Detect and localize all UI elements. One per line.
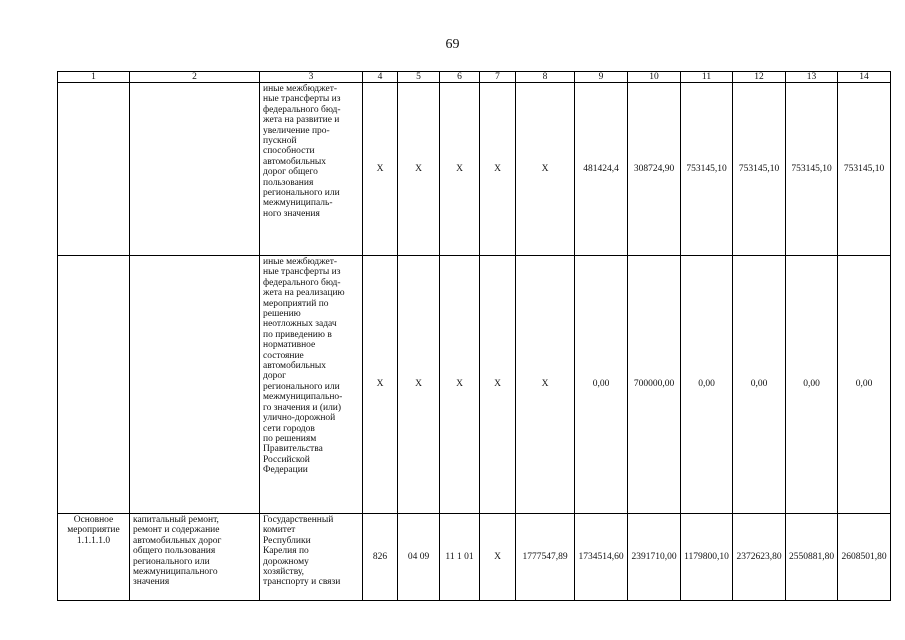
event-name-cell-line: общего пользования — [133, 546, 216, 557]
page-number: 69 — [445, 37, 460, 52]
table-row — [58, 256, 891, 514]
source-description-cell-line: улично-дорожной — [263, 413, 336, 424]
value-cell: X — [398, 256, 440, 514]
value-cell: 753145,10 — [786, 83, 838, 256]
event-name-cell-line: автомобильных дорог — [133, 535, 222, 546]
value-cell: X — [398, 83, 440, 256]
event-code-cell-line: 1.1.1.1.0 — [76, 535, 111, 546]
source-description-cell-line: жета на реализацию — [263, 288, 345, 299]
value-cell: 0,00 — [786, 256, 838, 514]
event-code-cell — [58, 83, 130, 256]
value-cell: 700000,00 — [628, 256, 681, 514]
source-description-cell-line: го значения и (или) — [263, 402, 342, 413]
column-header-9: 9 — [575, 72, 628, 83]
source-description-cell-line: Российской — [263, 454, 310, 465]
event-code-cell — [58, 256, 130, 514]
value-cell: 2608501,80 — [838, 514, 891, 601]
column-header-11: 11 — [681, 72, 733, 83]
source-description-cell-line: ного значения — [263, 208, 320, 219]
source-description-cell-line: транспорту и связи — [263, 577, 341, 588]
source-description-cell-line: ные трансферты из — [263, 94, 341, 105]
column-header-7: 7 — [480, 72, 516, 83]
column-header-1: 1 — [58, 72, 130, 83]
source-description-cell-line: регионального или — [263, 188, 340, 199]
column-header-3: 3 — [260, 72, 363, 83]
column-header-13: 13 — [786, 72, 838, 83]
event-name-cell — [130, 83, 260, 256]
value-cell: 481424,4 — [575, 83, 628, 256]
source-description-cell-line: иные межбюджет- — [263, 257, 338, 267]
event-code-cell-line: Основное — [73, 515, 114, 525]
source-description-cell-line: межмуниципаль- — [263, 198, 333, 209]
value-cell: 2391710,00 — [628, 514, 681, 601]
header-row — [58, 72, 891, 83]
column-header-2: 2 — [130, 72, 260, 83]
source-description-cell-line: неотложных задач — [263, 319, 337, 330]
value-cell: 04 09 — [398, 514, 440, 601]
column-header-4: 4 — [363, 72, 398, 83]
column-header-10: 10 — [628, 72, 681, 83]
table-row — [58, 83, 891, 256]
event-name-cell — [130, 256, 260, 514]
column-header-6: 6 — [440, 72, 480, 83]
value-cell: X — [516, 83, 575, 256]
column-header-8: 8 — [516, 72, 575, 83]
source-description-cell-line: автомобильных — [263, 361, 327, 372]
event-code-cell-line: мероприятие — [67, 525, 120, 536]
value-cell: X — [480, 83, 516, 256]
source-description-cell-line: Карелия по — [263, 546, 309, 557]
source-description-cell-line: федерального бюд- — [263, 277, 341, 288]
source-description-cell-line: дорог общего — [263, 167, 318, 178]
source-description-cell-line: межмуниципально- — [263, 392, 343, 403]
source-description-cell-line: автомобильных — [263, 156, 327, 167]
source-description-cell-line: комитет — [263, 525, 296, 536]
event-name-cell — [130, 514, 260, 601]
value-cell: 753145,10 — [733, 83, 786, 256]
value-cell: X — [363, 83, 398, 256]
source-description-cell-line: сети городов — [263, 423, 315, 434]
value-cell: 0,00 — [575, 256, 628, 514]
source-description-cell — [260, 256, 363, 514]
event-name-cell-line: значения — [133, 577, 170, 588]
source-description-cell-line: Государственный — [263, 515, 334, 525]
source-description-cell-line: регионального или — [263, 381, 340, 392]
source-description-cell — [260, 514, 363, 601]
event-name-cell-line: капитальный ремонт, — [133, 515, 219, 525]
source-description-cell-line: по приведению в — [263, 329, 332, 340]
source-description-cell-line: состояние — [263, 350, 304, 361]
source-description-cell-line: ные трансферты из — [263, 267, 341, 278]
value-cell: 0,00 — [681, 256, 733, 514]
source-description-cell-line: увеличение про- — [263, 125, 330, 136]
value-cell: X — [363, 256, 398, 514]
column-header-14: 14 — [838, 72, 891, 83]
value-cell: X — [480, 514, 516, 601]
event-code-cell — [58, 514, 130, 601]
source-description-cell — [260, 83, 363, 256]
value-cell: 2550881,80 — [786, 514, 838, 601]
source-description-cell-line: жета на развитие и — [263, 115, 340, 126]
source-description-cell-line: пользования — [263, 177, 314, 188]
event-name-cell-line: межмуниципального — [133, 567, 218, 578]
table-row — [58, 514, 891, 601]
value-cell: X — [516, 256, 575, 514]
value-cell: 0,00 — [838, 256, 891, 514]
value-cell: X — [440, 83, 480, 256]
source-description-cell-line: федерального бюд- — [263, 104, 341, 115]
column-header-12: 12 — [733, 72, 786, 83]
value-cell: 0,00 — [733, 256, 786, 514]
source-description-cell-line: дорожному — [263, 556, 309, 567]
value-cell: 753145,10 — [838, 83, 891, 256]
source-description-cell-line: дорог — [263, 371, 286, 382]
source-description-cell-line: Федерации — [263, 465, 308, 476]
source-description-cell-line: хозяйству, — [263, 567, 305, 578]
source-description-cell-line: Республики — [263, 535, 311, 546]
source-description-cell-line: иные межбюджет- — [263, 84, 338, 94]
value-cell: X — [440, 256, 480, 514]
value-cell: 1734514,60 — [575, 514, 628, 601]
value-cell: 1777547,89 — [516, 514, 575, 601]
source-description-cell-line: мероприятий по — [263, 298, 329, 309]
value-cell: 753145,10 — [681, 83, 733, 256]
source-description-cell-line: по решениям — [263, 433, 317, 444]
column-header-5: 5 — [398, 72, 440, 83]
event-name-cell-line: ремонт и содержание — [133, 525, 220, 536]
value-cell: X — [480, 256, 516, 514]
value-cell: 308724,90 — [628, 83, 681, 256]
budget-table — [57, 71, 891, 601]
value-cell: 11 1 01 — [440, 514, 480, 601]
source-description-cell-line: Правительства — [263, 444, 323, 455]
source-description-cell-line: способности — [263, 146, 315, 157]
value-cell: 2372623,80 — [733, 514, 786, 601]
event-name-cell-line: регионального или — [133, 556, 210, 567]
source-description-cell-line: пускной — [263, 136, 297, 147]
value-cell: 1179800,10 — [681, 514, 733, 601]
source-description-cell-line: решению — [263, 309, 301, 320]
value-cell: 826 — [363, 514, 398, 601]
source-description-cell-line: нормативное — [263, 340, 316, 351]
